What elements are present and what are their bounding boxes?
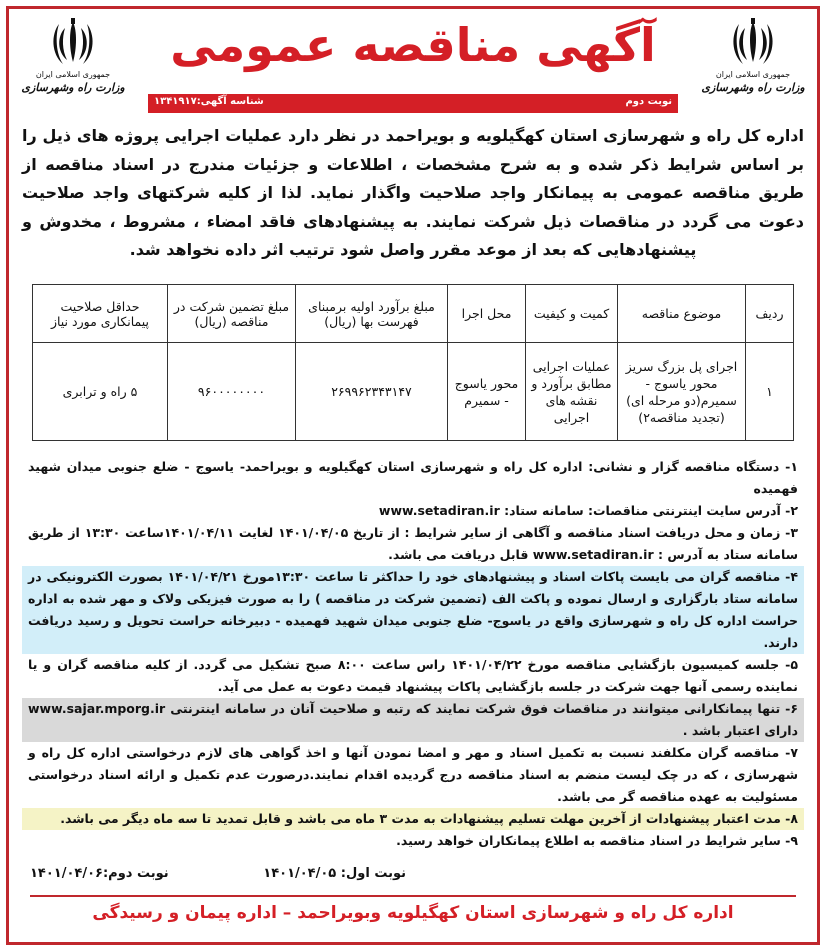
ad-title: آگهی مناقصه عمومی — [170, 18, 656, 72]
cell-estimate: ۲۶۹۹۶۲۳۴۳۱۴۷ — [296, 343, 448, 441]
cell-subject: اجرای پل بزرگ سریز محور یاسوج - سمیرم(دو مرحله ای) (تجدید مناقصه۲) — [618, 343, 746, 441]
col-header-estimate: مبلغ برآورد اولیه برمبنای فهرست بها (ریال) — [296, 285, 448, 343]
footer-text: اداره کل راه و شهرسازی استان کهگیلویه وبویراحمد – اداره پیمان و رسیدگی — [92, 903, 734, 923]
emblem-country-text: جمهوری اسلامی ایران — [35, 70, 111, 79]
cell-guarantee: ۹۶۰۰۰۰۰۰۰۰ — [168, 343, 296, 441]
clause-2: ۲- آدرس سایت اینترنتی مناقصات: سامانه ستاد: www.setadiran.ir — [378, 503, 798, 518]
col-header-row-number: ردیف — [746, 285, 794, 343]
first-round-date: نوبت اول: ۱۴۰۱/۰۴/۰۵ — [263, 866, 406, 881]
col-header-location: محل اجرا — [448, 285, 526, 343]
footer-divider — [30, 895, 796, 897]
publication-dates — [30, 862, 796, 886]
second-round-date: نوبت دوم:۱۴۰۱/۰۴/۰۶ — [30, 866, 169, 881]
cell-row-number: ۱ — [746, 343, 794, 441]
intro-paragraph: اداره کل راه و شهرسازی استان کهگیلویه و بویراحمد در نظر دارد عملیات اجرایی پروژه های ذیل را بر اساس شرایط ذکر شده و به شرح مشخصات ، اطلاعات و جزئیات مندرج در اسناد مناقصه از طریق مناقصه عمومی به پیمانکار واجد صلاحیت واگذار نماید. لذا از کلیه شرکتهای واجد صلاحیت دعوت می گردد در مناقصات ذیل شرکت نمایند. به پیشنهادهای فاقد امضاء ، مشروط ، مخدوش و پیشنهادهایی که بعد از موعد مقرر واصل شود ترتیب اثر داده نخواهد شد. — [22, 126, 804, 259]
tender-table — [32, 284, 794, 441]
clauses-list — [22, 456, 804, 852]
iran-emblem-icon — [731, 18, 775, 68]
iran-emblem-icon — [51, 18, 95, 68]
clause-5: ۵- جلسه کمیسیون بازگشایی مناقصه مورخ ۱۴۰۱/۰۴/۲۲ راس ساعت ۸:۰۰ صبح تشکیل می گردد. از کلیه مناقصه گران و یا نماینده رسمی آنها جهت شرکت در جلسه بازگشایی پاکات پیشنهاد قیمت دعوت به عمل می آید. — [28, 657, 799, 694]
clause-9: ۹- سایر شرایط در اسناد مناقصه به اطلاع پیمانکاران خواهد رسید. — [396, 833, 798, 848]
clause-4: ۴- مناقصه گران می بایست پاکات اسناد و پیشنهادهای خود را حداکثر تا ساعت ۱۳:۳۰مورخ ۱۴۰۱/۰۴/۲۱ بصورت الکترونیکی در سامانه ستاد بارگزاری و ارسال نموده و پاکت الف (تضمین شرکت در مناقصه ) را به صورت فیزیکی ولاک و مهر شده به اداره حراست اداره کل راه و شهرسازی واقع در یاسوج- ضلع جنوبی میدان شهید فهمیده - دبیرخانه حراست تحویل و رسید دریافت دارند. — [22, 566, 804, 654]
cell-location: محور یاسوج - سمیرم — [448, 343, 526, 441]
table-row — [33, 343, 794, 441]
col-header-qualification: حداقل صلاحیت پیمانکاری مورد نیاز — [33, 285, 168, 343]
ministry-emblem-right — [698, 18, 808, 110]
emblem-ministry-text: وزارت راه وشهرسازی — [701, 81, 805, 94]
cell-qualification: ۵ راه و ترابری — [33, 343, 168, 441]
cell-quantity: عملیات اجرایی مطابق برآورد و نقشه های اجرایی — [526, 343, 618, 441]
header — [0, 0, 826, 118]
round-label: نوبت دوم — [625, 96, 672, 107]
col-header-quantity: کمیت و کیفیت — [526, 285, 618, 343]
emblem-ministry-text: وزارت راه وشهرسازی — [21, 81, 125, 94]
emblem-country-text: جمهوری اسلامی ایران — [715, 70, 791, 79]
clause-3: ۳- زمان و محل دریافت اسناد مناقصه و آگاهی از سایر شرایط : از تاریخ ۱۴۰۱/۰۴/۰۵ لغایت ۱۴۰۱/۰۴/۱۱ساعت ۱۳:۳۰ از طریق سامانه ستاد به آدرس : www.setadiran.ir قابل دریافت می باشد. — [28, 525, 798, 562]
col-header-guarantee: مبلغ تضمین شرکت در مناقصه (ریال) — [168, 285, 296, 343]
table-header-row — [33, 285, 794, 343]
clause-1: ۱- دستگاه مناقصه گزار و نشانی: اداره کل راه و شهرسازی استان کهگیلویه و بویراحمد- یاسوج - ضلع جنوبی میدان شهید فهمیده — [28, 459, 798, 496]
clause-8: ۸- مدت اعتبار پیشنهادات از آخرین مهلت تسلیم پیشنهادات به مدت ۳ ماه می باشد و قابل تمدید تا سه ماه دیگر می باشد. — [22, 808, 804, 830]
round-bar — [148, 94, 678, 113]
clause-7: ۷- مناقصه گران مکلفند نسبت به تکمیل اسناد و مهر و امضا نمودن آنها و اخذ گواهی های لازم درخواستی اداره کل راه و شهرسازی ، که در چک لیست منضم به اسناد مناقصه درج گردیده اقدام نمایند.درصورت عدم تکمیل و ارائه اسناد درخواستی مسئولیت به عهده مناقصه گر می باشد. — [28, 745, 798, 804]
col-header-subject: موضوع مناقصه — [618, 285, 746, 343]
ad-id-label: شناسه آگهی:۱۳۴۱۹۱۷ — [154, 96, 264, 107]
clause-6: ۶- تنها پیمانکارانی میتوانند در مناقصات فوق شرکت نمایند که رتبه و صلاحیت آنان در سامانه اینترنتی www.sajar.mporg.ir دارای اعتبار باشد . — [22, 698, 804, 742]
ministry-emblem-left — [18, 18, 128, 110]
